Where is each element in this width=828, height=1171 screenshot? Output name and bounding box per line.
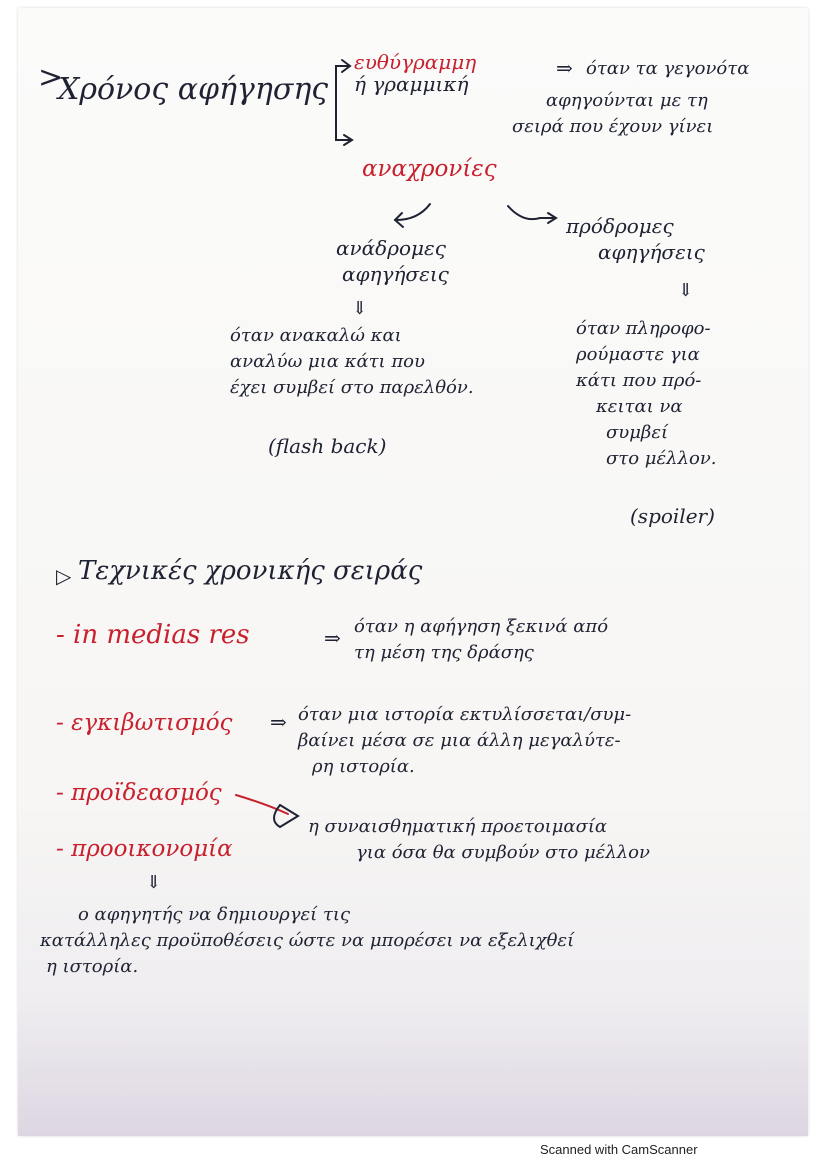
- analepsis-title-1: ανάδρομες: [336, 236, 446, 260]
- technique-arrow: ⇒: [270, 710, 287, 734]
- linear-arrow: ⇒: [556, 56, 573, 80]
- prolepsis-title-2: αφηγήσεις: [598, 240, 705, 264]
- technique-desc-line: για όσα θα συμβούν στο μέλλον: [356, 842, 650, 863]
- prolepsis-desc-line: συμβεί: [606, 422, 669, 443]
- technique-desc-line: βαίνει μέσα σε μια άλλη μεγαλύτε-: [298, 730, 621, 751]
- prolepsis-desc-line: στο μέλλον.: [606, 448, 717, 469]
- technique-desc-line: τη μέση της δράσης: [354, 642, 534, 663]
- notebook-page: [18, 8, 808, 1136]
- technique-desc-line: όταν η αφήγηση ξεκινά από: [354, 616, 609, 637]
- linear-label-alt: ή γραμμική: [354, 72, 469, 96]
- technique-term: - προοικονομία: [56, 836, 233, 862]
- techniques-marker: ▷: [56, 564, 72, 588]
- prolepsis-desc-line: όταν πληροφο-: [576, 318, 711, 339]
- technique-desc-line: όταν μια ιστορία εκτυλίσσεται/συμ-: [298, 704, 632, 725]
- analepsis-desc-line: έχει συμβεί στο παρελθόν.: [230, 377, 474, 398]
- final-note: [40, 902, 574, 980]
- technique-shared-desc: [308, 814, 650, 866]
- scanner-watermark: Scanned with CamScanner: [540, 1142, 698, 1157]
- techniques-heading: Τεχνικές χρονικής σειράς: [78, 556, 423, 586]
- prolepsis-arrow: ⇓: [678, 280, 694, 301]
- technique-desc: [354, 614, 608, 666]
- down-arrow: ⇓: [146, 872, 162, 893]
- prolepsis-desc-line: κειται να: [596, 396, 683, 417]
- title-marker: >: [38, 60, 64, 95]
- final-note-line: ο αφηγητής να δημιουργεί τις: [78, 904, 351, 925]
- linear-label: ευθύγραμμη: [354, 50, 477, 74]
- technique-term: - εγκιβωτισμός: [56, 710, 233, 736]
- anachronies-label: αναχρονίες: [362, 156, 497, 182]
- analepsis-desc: [230, 323, 474, 401]
- prolepsis-note: (spoiler): [630, 504, 715, 528]
- prolepsis-title-1: πρόδρομες: [566, 214, 674, 238]
- linear-desc-3: σειρά που έχουν γίνει: [512, 116, 714, 137]
- analepsis-arrow: ⇓: [352, 298, 368, 319]
- technique-arrow: ⇒: [324, 626, 341, 650]
- technique-desc-line: ρη ιστορία.: [312, 756, 415, 777]
- analepsis-desc-line: αναλύω μια κάτι που: [230, 351, 425, 372]
- analepsis-desc-line: όταν ανακαλώ και: [230, 325, 402, 346]
- prolepsis-desc: [576, 316, 716, 472]
- final-note-line: κατάλληλες προϋποθέσεις ώστε να μπορέσει να εξελιχθεί: [40, 930, 575, 951]
- linear-desc-1: όταν τα γεγονότα: [586, 58, 750, 79]
- technique-term: - in medias res: [56, 620, 250, 650]
- analepsis-note: (flash back): [268, 434, 387, 458]
- linear-desc-2: αφηγούνται με τη: [546, 90, 708, 111]
- technique-desc-line: η συναισθηματική προετοιμασία: [308, 816, 608, 837]
- technique-term: - προϊδεασμός: [56, 780, 222, 806]
- prolepsis-desc-line: κάτι που πρό-: [576, 370, 702, 391]
- page-title: Χρόνος αφήγησης: [58, 72, 329, 107]
- analepsis-title-2: αφηγήσεις: [342, 262, 449, 286]
- technique-desc: [298, 702, 631, 780]
- final-note-line: η ιστορία.: [46, 956, 139, 977]
- prolepsis-desc-line: ρούμαστε για: [576, 344, 700, 365]
